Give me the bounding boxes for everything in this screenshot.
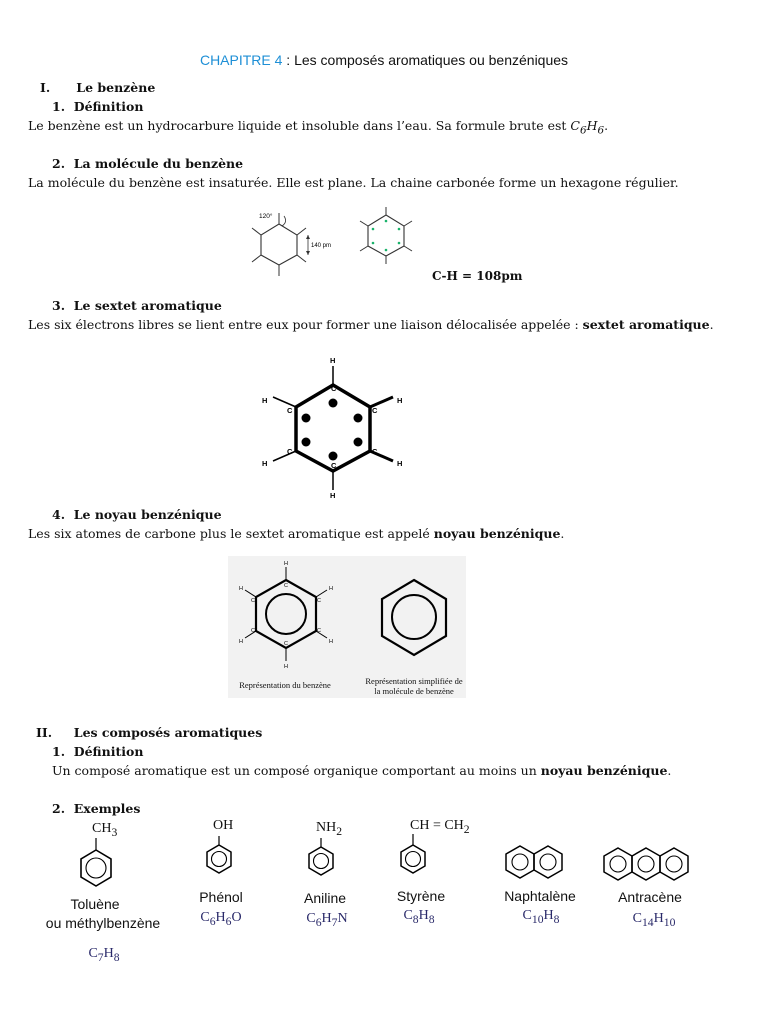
formula-h: H <box>586 118 598 133</box>
aromatic-text-body: Un composé aromatique est un composé organique comportant au moins un <box>52 763 541 778</box>
sextet-end: . <box>709 317 714 332</box>
section-heading-2: II. Les composés aromatiques <box>36 725 263 740</box>
group-sub: 3 <box>111 825 118 839</box>
page-title <box>0 52 768 68</box>
subsection-heading-definition-2: 1. Définition <box>52 744 144 759</box>
naphthalene-name: Naphtalène <box>504 888 576 904</box>
atom-label: H <box>262 396 268 405</box>
atom-label: H <box>284 664 288 670</box>
subsection-heading-molecule: 2. La molécule du benzène <box>52 156 244 171</box>
title-separator: : <box>282 52 295 68</box>
formula-sub: 6 <box>209 914 216 928</box>
noyau-term: noyau benzénique <box>433 526 561 541</box>
angle-label: 120° <box>259 213 273 220</box>
phenol-structure <box>204 836 234 882</box>
phenol-name: Phénol <box>199 889 243 905</box>
styrene-name: Styrène <box>396 888 446 904</box>
subsection-heading-definition: 1. Définition <box>52 99 144 114</box>
subsection-heading-examples: 2. Exemples <box>52 801 141 816</box>
formula-sub: 6 <box>597 124 605 137</box>
formula-part: O <box>231 910 242 925</box>
benzene-simplified-diagram <box>374 574 454 664</box>
phenol-formula <box>186 910 256 928</box>
atom-label: H <box>330 356 336 365</box>
atom-label: H <box>397 396 403 405</box>
caption-simplified-representation <box>352 676 476 696</box>
atom-label: C <box>251 628 255 634</box>
formula-part: C <box>522 908 532 923</box>
noyau-end: . <box>560 526 565 541</box>
group-sub: 2 <box>463 822 470 836</box>
formula-part: C <box>200 910 210 925</box>
formula-part: H <box>653 911 664 926</box>
styrene-structure <box>398 834 428 882</box>
naphthalene-formula <box>506 908 576 926</box>
noyau-text <box>28 526 564 541</box>
atom-label: C <box>287 447 293 456</box>
formula-part: H <box>215 910 226 925</box>
formula-sub: 6 <box>315 915 322 929</box>
formula-part: C <box>306 911 316 926</box>
group-text: CH = CH <box>410 818 464 833</box>
toluene-substituent <box>92 821 117 839</box>
atom-label: H <box>329 586 333 592</box>
formula-part: H <box>543 908 554 923</box>
benzene-representation-diagram <box>228 556 348 674</box>
subsection-heading-sextet: 3. Le sextet aromatique <box>52 298 222 313</box>
formula-sub: 8 <box>553 912 560 926</box>
aromatic-term: noyau benzénique <box>540 763 668 778</box>
anthracene-name: Antracène <box>618 889 682 905</box>
atom-label: C <box>372 447 378 456</box>
styrene-formula <box>384 908 454 926</box>
aromatic-definition-text <box>52 763 671 778</box>
definition-text: Le benzène est un hydrocarbure liquide et insoluble dans l’eau. Sa formule brute est <box>28 118 571 133</box>
subsection-heading-noyau: 4. Le noyau benzénique <box>52 507 222 522</box>
benzene-geometry-diagram <box>236 204 332 286</box>
caption-benzene-representation: Représentation du benzène <box>239 680 331 690</box>
sextet-text <box>28 317 714 332</box>
formula-sub: 10 <box>531 912 544 926</box>
anthracene-structure <box>602 844 692 884</box>
formula-part: H <box>103 946 114 961</box>
atom-label: H <box>329 639 333 645</box>
formula-sub: 7 <box>331 915 338 929</box>
group-text: CH <box>92 821 112 836</box>
section-heading-1: I. Le benzène <box>40 80 156 95</box>
atom-label: H <box>239 586 243 592</box>
benzene-definition-text <box>28 118 608 137</box>
caption-line: Représentation simplifiée de <box>365 676 463 686</box>
formula-sub: 14 <box>641 915 654 929</box>
atom-label: C <box>251 598 255 604</box>
aniline-substituent <box>316 820 342 838</box>
formula-sub: 7 <box>97 950 104 964</box>
aniline-structure <box>306 838 336 884</box>
toluene-alt-name: ou méthylbenzène <box>45 915 161 931</box>
sextet-text-body: Les six électrons libres se lient entre eux pour former une liaison délocalisée appelée : <box>28 317 583 332</box>
atom-label: H <box>262 459 268 468</box>
formula-sub: 6 <box>225 914 232 928</box>
formula-c: C <box>570 118 580 133</box>
sextet-term: sextet aromatique <box>582 317 710 332</box>
toluene-formula <box>68 946 140 964</box>
atom-label: H <box>284 561 288 567</box>
noyau-text-body: Les six atomes de carbone plus le sextet aromatique est appelé <box>28 526 434 541</box>
naphthalene-structure <box>504 842 566 882</box>
atom-label: C <box>317 628 321 634</box>
toluene-name: Toluène <box>70 896 120 912</box>
atom-label: C <box>372 406 378 415</box>
formula-part: H <box>321 911 332 926</box>
length-label: 140 pm <box>311 243 332 249</box>
atom-label: C <box>287 406 293 415</box>
group-sub: 2 <box>336 824 343 838</box>
sextet-aromatic-diagram <box>250 350 420 505</box>
atom-label: H <box>397 459 403 468</box>
caption-line: la molécule de benzène <box>374 686 454 696</box>
benzene-electron-diagram <box>346 200 432 276</box>
formula-sub: 8 <box>428 912 435 926</box>
formula-sub: 8 <box>412 912 419 926</box>
chapter-number: CHAPITRE 4 <box>199 52 283 68</box>
aromatic-end: . <box>667 763 672 778</box>
formula-part: C <box>632 911 642 926</box>
formula-sub: 6 <box>579 124 587 137</box>
molecule-text: La molécule du benzène est insaturée. Elle est plane. La chaine carbonée forme un hexagone régulier. <box>28 175 679 190</box>
atom-label: H <box>239 639 243 645</box>
aniline-name: Aniline <box>303 890 347 906</box>
formula-sub: 8 <box>113 950 120 964</box>
atom-label: C <box>331 461 337 470</box>
formula-part: H <box>418 908 429 923</box>
atom-label: C <box>284 641 288 647</box>
chapter-title: Les composés aromatiques ou benzéniques <box>294 52 569 68</box>
definition-end: . <box>604 118 609 133</box>
ch-bond-length: C-H = 108pm <box>432 269 523 283</box>
formula-part: C <box>88 946 98 961</box>
phenol-substituent: OH <box>213 818 234 833</box>
formula-part: C <box>403 908 413 923</box>
group-text: NH <box>316 820 337 835</box>
atom-label: C <box>284 583 288 589</box>
aniline-formula <box>290 911 364 929</box>
atom-label: C <box>331 384 337 393</box>
toluene-structure <box>78 838 114 894</box>
formula-part: N <box>337 911 348 926</box>
atom-label: C <box>317 598 321 604</box>
anthracene-formula <box>616 911 692 929</box>
atom-label: H <box>330 491 336 500</box>
formula-sub: 10 <box>663 915 676 929</box>
